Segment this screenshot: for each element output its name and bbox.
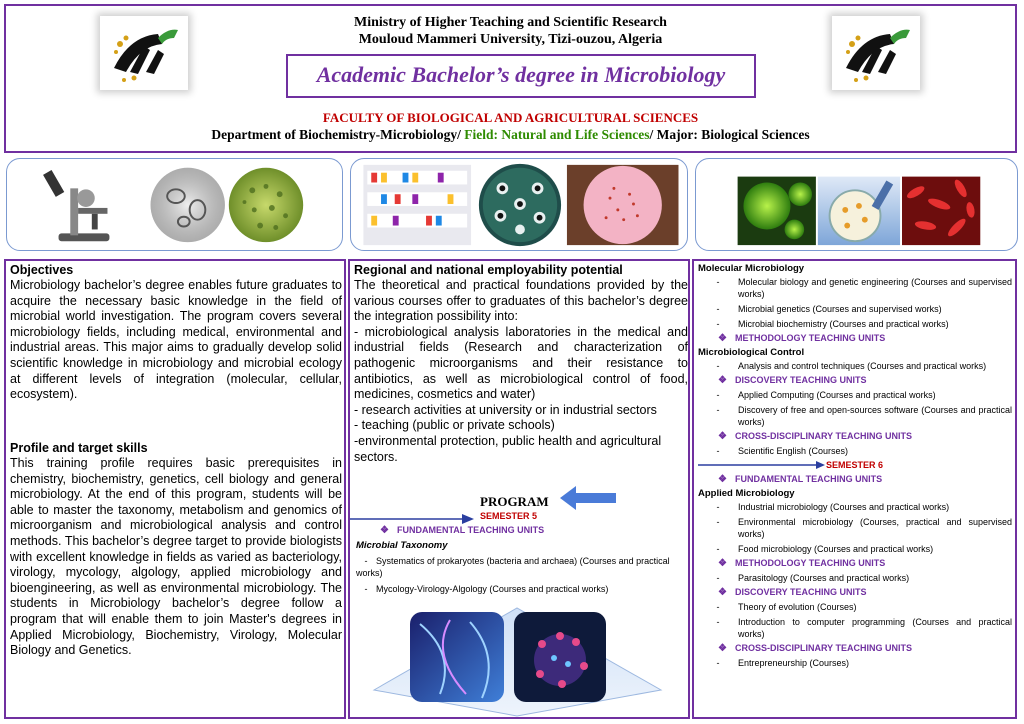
list-item: - Environmental microbiology (Courses, practical and supervised works) xyxy=(698,516,1012,540)
discovery-units-heading: ❖ DISCOVERY TEACHING UNITS xyxy=(718,375,867,386)
dash-bullet: - xyxy=(364,584,368,594)
program-list xyxy=(698,262,1012,672)
diamond-bullet-icon: ❖ xyxy=(380,525,389,536)
discovery-units-heading: ❖ DISCOVERY TEACHING UNITS xyxy=(718,587,867,598)
employability-section xyxy=(354,263,688,465)
diamond-bullet-icon: ❖ xyxy=(718,375,727,386)
list-item: - Industrial microbiology (Courses and practical works) xyxy=(698,501,1012,513)
diamond-bullet-icon: ❖ xyxy=(718,474,727,485)
fundamental-units-heading: ❖ FUNDAMENTAL TEACHING UNITS xyxy=(718,474,883,485)
list-item: - Systematics of prokaryotes (bacteria and archaea) (Courses and practical works) xyxy=(356,556,670,578)
microscope-and-cells-image xyxy=(7,159,342,250)
dash-bullet: - xyxy=(716,617,720,627)
arrow-right-icon xyxy=(698,460,826,470)
diamond-bullet-icon: ❖ xyxy=(718,558,727,569)
list-item: - Scientific English (Courses) xyxy=(698,445,1012,457)
diamond-bullet-icon: ❖ xyxy=(718,431,727,442)
lab-tests-image xyxy=(351,159,687,250)
list-item: - Discovery of free and open-sources software (Courses and practical works) xyxy=(698,404,1012,428)
department-major: / Major: Biological Sciences xyxy=(649,127,810,142)
dash-bullet: - xyxy=(716,446,720,456)
list-item: - Mycology-Virology-Algology (Courses and practical works) xyxy=(356,583,686,595)
department-line xyxy=(6,127,1015,143)
title-box xyxy=(286,54,756,98)
dash-bullet: - xyxy=(716,573,720,583)
employability-point: - teaching (public or private schools) xyxy=(354,418,555,433)
column-program xyxy=(692,259,1017,719)
cross-disciplinary-units-heading: ❖ CROSS-DISCIPLINARY TEACHING UNITS xyxy=(718,431,912,442)
fundamental-units-heading: ❖ FUNDAMENTAL TEACHING UNITS xyxy=(380,525,545,536)
semester-6-row xyxy=(698,460,1012,472)
objectives-text: Microbiology bachelor’s degree enables future graduates to acquire the necessary basic knowledge in the field of microbial world investigation. The program covers several microbiology fields, including medical, environmental and industrial areas. This major aims to gradually develop solid scientific knowledge in microbiology and microbial ecology at different levels of integration (molecular, cellular, ecosystem). xyxy=(10,278,342,402)
objectives-heading: Objectives xyxy=(10,263,74,277)
department-prefix: Department of Biochemistry-Microbiology/ xyxy=(211,127,465,142)
page-title: Academic Bachelor’s degree in Microbiology xyxy=(316,62,726,87)
university-name: Mouloud Mammeri University, Tizi-ouzou, Algeria xyxy=(358,32,663,47)
microbiological-control-category: Microbiological Control xyxy=(698,347,805,358)
semester-5-items xyxy=(356,555,686,599)
dash-bullet: - xyxy=(716,390,720,400)
arrow-left-icon xyxy=(558,483,618,513)
cross-disciplinary-units-heading: ❖ CROSS-DISCIPLINARY TEACHING UNITS xyxy=(718,643,912,654)
list-item: - Molecular biology and genetic engineering (Courses and supervised works) xyxy=(698,276,1012,300)
list-item: - Analysis and control techniques (Courses and practical works) xyxy=(698,360,1012,372)
dash-bullet: - xyxy=(716,304,720,314)
dash-bullet: - xyxy=(716,602,720,612)
molecular-microbiology-category: Molecular Microbiology xyxy=(698,263,805,274)
dash-bullet: - xyxy=(364,556,368,566)
image-box-microscopy xyxy=(6,158,343,251)
dash-bullet: - xyxy=(716,405,720,415)
dash-bullet: - xyxy=(716,361,720,371)
semester-5-label: SEMESTER 5 xyxy=(480,511,538,521)
microbial-taxonomy-category: Microbial Taxonomy xyxy=(356,540,448,551)
program-title: PROGRAM xyxy=(480,494,549,509)
dash-bullet: - xyxy=(716,517,720,527)
dash-bullet: - xyxy=(716,544,720,554)
employability-point: - research activities at university or in industrial sectors xyxy=(354,402,657,417)
methodology-units-heading: ❖ METHODOLOGY TEACHING UNITS xyxy=(718,333,886,344)
column-objectives xyxy=(4,259,346,719)
employability-intro: The theoretical and practical foundations provided by the various courses offer to graduates of this bachelor’s degree the integration possibility into: xyxy=(354,278,688,324)
image-box-lab xyxy=(350,158,688,251)
header-banner xyxy=(4,4,1017,153)
dash-bullet: - xyxy=(716,502,720,512)
profile-heading: Profile and target skills xyxy=(10,441,148,455)
dash-bullet: - xyxy=(716,658,720,668)
employability-point: -environmental protection, public health and agricultural sectors. xyxy=(354,433,662,464)
list-item: - Theory of evolution (Courses) xyxy=(698,601,1012,613)
image-box-microbes xyxy=(695,158,1018,251)
faculty-name: FACULTY OF BIOLOGICAL AND AGRICULTURAL SCIENCES xyxy=(322,110,699,125)
microscope-icon xyxy=(43,170,109,241)
diamond-bullet-icon: ❖ xyxy=(718,587,727,598)
methodology-units-heading: ❖ METHODOLOGY TEACHING UNITS xyxy=(718,558,886,569)
diamond-bullet-icon: ❖ xyxy=(718,643,727,654)
list-item: - Parasitology (Courses and practical works) xyxy=(698,572,1012,584)
employability-point: - microbiological analysis laboratories in the medical and industrial fields (Research and characterization of pathogenic microorganisms and their resistance to antibiotics, as well as microbiological control of food, medicines, cosmetics and water) xyxy=(354,324,688,402)
dna-image xyxy=(370,604,665,718)
objectives-section xyxy=(10,263,342,403)
list-item: - Microbial biochemistry (Courses and practical works) xyxy=(698,318,1012,330)
list-item: - Food microbiology (Courses and practical works) xyxy=(698,543,1012,555)
list-item: - Applied Computing (Courses and practical works) xyxy=(698,389,1012,401)
list-item: - Entrepreneurship (Courses) xyxy=(698,657,1012,669)
microbes-image xyxy=(696,159,1017,250)
diamond-bullet-icon: ❖ xyxy=(718,333,727,344)
department-field: Field: Natural and Life Sciences xyxy=(464,127,650,142)
column-employability xyxy=(348,259,690,719)
dash-bullet: - xyxy=(716,277,720,287)
applied-microbiology-category: Applied Microbiology xyxy=(698,488,795,499)
list-item: - Microbial genetics (Courses and supervised works) xyxy=(698,303,1012,315)
arrow-right-icon xyxy=(350,503,475,525)
list-item: - Introduction to computer programming (Courses and practical works) xyxy=(698,616,1012,640)
ministry-name: Ministry of Higher Teaching and Scientific Research xyxy=(354,15,667,30)
semester-6-label: SEMESTER 6 xyxy=(826,460,884,470)
profile-section xyxy=(10,441,342,659)
profile-text: This training profile requires basic prerequisites in chemistry, biochemistry, genetics, cell biology and general microbiology. At the end of this program, students will be able to master the taxonomy, metabolism and genomics of microorganism and microbiological analysis and control methods. This bachelor’s degree target to provide biologists with excellent knowledge in fields as varied as bacteriology, virology, mycology, algology, applied microbiology and bioengineering, as well as environmental microbiology. The students in Microbiology bachelor’s degree follow a program that will enable them to join Master's degrees in Applied Microbiology, Biochemistry, Virology, Molecular Biology and Genetics. xyxy=(10,456,342,658)
dash-bullet: - xyxy=(716,319,720,329)
employability-heading: Regional and national employability potential xyxy=(354,263,623,277)
